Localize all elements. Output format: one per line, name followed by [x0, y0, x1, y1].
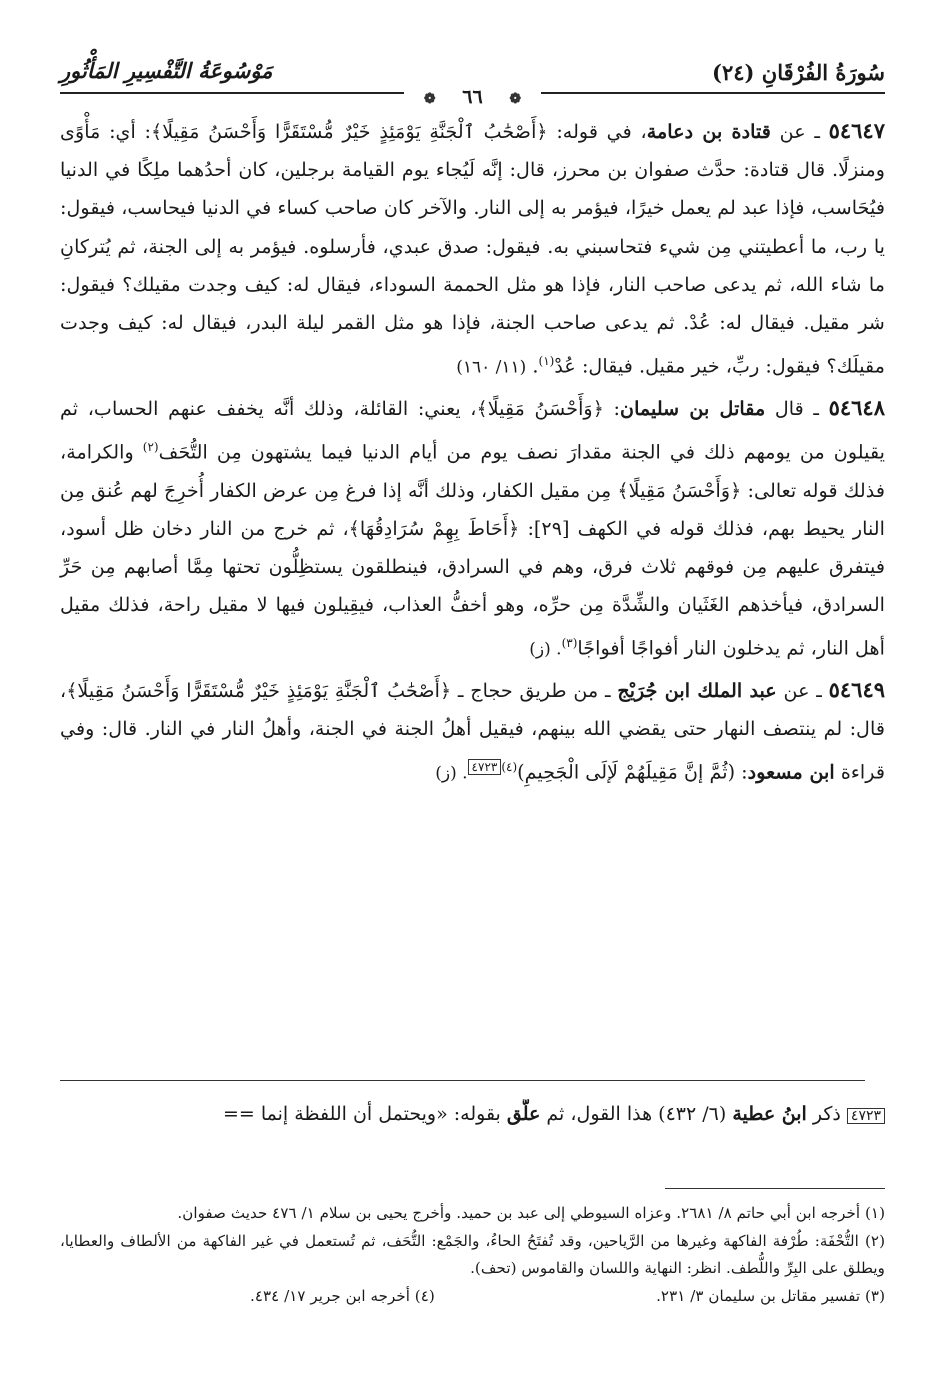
entry-text-cont: والكرامة، فذلك قوله تعالى: ﴿وَأَحْسَنُ مَقِيلًا﴾ مِن مقيل الكفار، وذلك أنَّه إذا فرغ مِن عرض الكفار أُخرِجَ لهم عُنق مِن النار يحيط بهم، فذلك قوله في الكهف [٢٩]: ﴿أَحَاطَ بِهِمْ سُرَادِقُهَا﴾، ثم خرج من النار دخان ظل أسود، فيتفرق عليهم مِن فوقهم ثلاث فرق، وهم في السرادق، فينطلقون يستظِلُّون تحتها مِمَّا أصابهم مِن حَرِّ السرادق، فيأخذهم الغَثَيان والشِّدَّة مِن حرِّه، وهو أخفُّ العذاب، فيقِيلون فيها لا مقيل راحة، فذلك مقيل أهل النار، ثم يدخلون النار أفواجًا أفواجًا [60, 440, 885, 660]
footnote-2: (٢) التُّحْفَة: طُرْفة الفاكهة وغيرها من الرَّياحين، وقد تُفتَحُ الحاءُ، والجَمْع: التُّحَف، ثم تُستعمل في غير الفاكهة من الألطاف والعطايا، ويطلق على البِرِّ واللُّطف. انظر: النهاية واللسان والقاموس (تحف). [60, 1231, 885, 1277]
entry-number: ٥٤٦٤٩ [828, 677, 886, 703]
commentator-name: ابنُ عطية [732, 1103, 807, 1125]
entry-text-cont: : (ثُمَّ إنَّ مَقِيلَهُمْ لَإلَى الْجَحِيمِ) [517, 760, 748, 784]
source-reference: (١١/ ١٦٠) [456, 357, 527, 378]
source-reference: . (ز) [529, 639, 562, 660]
footnote-row [60, 1283, 885, 1311]
narrator-name-2: ابن مسعود [747, 760, 835, 784]
dash: ـ [803, 396, 829, 420]
page-number: ٦٦ [452, 86, 492, 108]
commentary-text: ذكر [806, 1103, 847, 1125]
entry-number: ٥٤٦٤٨ [828, 394, 885, 420]
narrator-name: قتادة بن دعامة [646, 120, 771, 143]
source-reference: . (ز) [435, 763, 468, 784]
entry-intro: عن [770, 120, 806, 143]
dash: ـ [805, 120, 829, 143]
footnote-marker: (٢) [142, 440, 159, 455]
commentary-number: ٤٧٢٣ [847, 1108, 885, 1124]
narrator-name: عبد الملك ابن جُرَيْج [617, 679, 777, 703]
narrator-name: مقاتل بن سليمان [620, 396, 766, 420]
commentary-text: بقوله: «ويحتمل أن اللفظة إنما == [222, 1103, 507, 1125]
running-header [60, 50, 885, 108]
entry-intro: قال [765, 396, 804, 420]
ornament-icon: ❁ [499, 91, 531, 107]
footnote-divider [665, 1188, 885, 1189]
footnote-4: (٤) أخرجه ابن جرير ١٧/ ٤٣٤. [250, 1286, 435, 1305]
commentary-text: (٦/ ٤٣٢) هذا القول، ثم [540, 1103, 733, 1125]
document-page [60, 50, 886, 1305]
entry-intro: عن [776, 679, 810, 703]
footnotes [60, 1200, 885, 1310]
entry-text: ، في قوله: ﴿أَصْحَٰبُ ٱلْجَنَّةِ يَوْمَئِذٍ خَيْرٌ مُّسْتَقَرًّا وَأَحْسَنُ مَقِيلًا﴾: أي: مَأْوًى ومنزلًا. قال قتادة: حدَّث صفوان بن محرز، قال: إنَّه لَيُجاء يوم القيامة برجلين، كان أحدُهما ملِكًا في الدنيا فيُحَاسب، فإذا عبد لم يعمل خيرًا، فيؤمر به إلى النار. والآخر كان صاحب كساء في الدنيا فيحاسب، فيقول: يا رب، ما أعطيتني مِن شيء فتحاسبني به. فيقول: صدق عبدي، فأرسلوه. فيؤمر به إلى الجنة، ثم يُتركانِ ما شاء الله، ثم يدعى صاحب النار، فإذا هو مثل الحممة السوداء، فيقال له: كيف وجدت مقيلك؟ فيقول: شر مقيل. فيقال له: عُدْ. ثم يدعى صاحب الجنة، فإذا هو مثل القمر ليلة البدر، فيقال له: كيف وجدت مقيلَك؟ فيقول: ربِّ، خير مقيل. فيقال: عُدْ [60, 120, 885, 378]
entry-text: ـ من طريق حجاج ـ ﴿أَصْحَٰبُ ٱلْجَنَّةِ يَوْمَئِذٍ خَيْرٌ مُّسْتَقَرًّا وَأَحْسَنُ مَقِيلًا﴾، قال: لم ينتصف النهار حتى يقضي الله بينهم، فيقيل أهلُ الجنة في الجنة، وأهلُ النار في النار. قال: وفي قراءة [60, 679, 885, 784]
entry-54648 [60, 389, 885, 669]
punctuation: . [526, 354, 539, 378]
footnote-marker: (١) [538, 354, 555, 369]
book-title: مَوْسُوعَةُ التَّفْسِيرِ المَأْثُورِ [60, 58, 273, 83]
footnote-marker: (٣) [561, 636, 578, 651]
entry-54649 [60, 671, 885, 793]
entry-text: : ﴿وَأَحْسَنُ مَقِيلًا﴾، يعني: القائلة، وذلك أنَّه يخفف عنهم الحساب، ثم يقيلون من يومهم ذلك في الجنة مقدارَ نصف يوم من أيام الدنيا فيما يشتهون مِن التُّحَف [60, 396, 885, 464]
footnote-3: (٣) تفسير مقاتل بن سليمان ٣/ ٢٣١. [656, 1286, 885, 1305]
main-text [60, 112, 885, 793]
footnote-marker: (٤) [501, 760, 518, 775]
dash: ـ [809, 679, 829, 703]
commentary-note [60, 1099, 885, 1129]
commentary-verb: علَّق [506, 1103, 541, 1125]
page-number-block [60, 86, 885, 108]
surah-title: سُورَةُ الفُرْقَانِ (٢٤) [712, 60, 885, 85]
commentary-box-ref: ٤٧٢٣ [468, 759, 502, 775]
entry-number: ٥٤٦٤٧ [828, 118, 885, 143]
commentary-divider [60, 1080, 865, 1081]
entry-54647 [60, 112, 885, 387]
ornament-icon: ❁ [414, 91, 446, 107]
footnote-1: (١) أخرجه ابن أبي حاتم ٨/ ٢٦٨١. وعزاه السيوطي إلى عبد بن حميد. وأخرج يحيى بن سلام ١/ ٤٧٦ حديث صفوان. [177, 1204, 885, 1222]
